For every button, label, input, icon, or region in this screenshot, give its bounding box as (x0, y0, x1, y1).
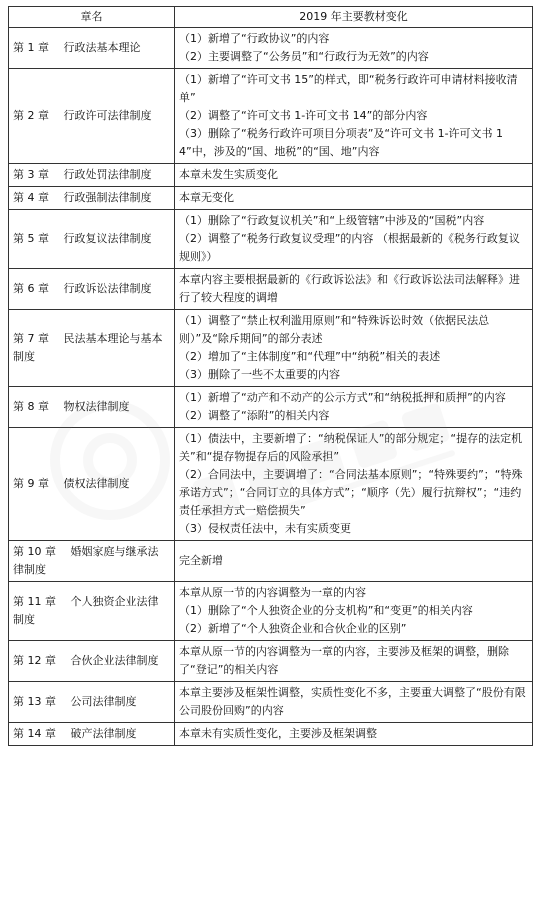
chapter-cell: 第 11 章 个人独资企业法律制度 (9, 582, 175, 641)
table-row (9, 187, 533, 210)
change-line: 本章内容主要根据最新的《行政诉讼法》和《行政诉讼法司法解释》进行了较大程度的调增 (179, 273, 520, 304)
table-row (9, 387, 533, 428)
table-row (9, 428, 533, 541)
chapter-cell: 第 1 章 行政法基本理论 (9, 28, 175, 69)
header-changes: 2019 年主要教材变化 (175, 7, 533, 28)
changes-cell (175, 187, 533, 210)
chapter-cell: 第 9 章 债权法律制度 (9, 428, 175, 541)
change-line: （1）删除了“个人独资企业的分支机构”和“变更”的相关内容 (179, 604, 473, 617)
table-row (9, 582, 533, 641)
change-line: （1）删除了“行政复议机关”和“上级管辖”中涉及的“国税”内容 (179, 214, 485, 227)
chapter-cell: 第 2 章 行政许可法律制度 (9, 69, 175, 164)
table-row (9, 310, 533, 387)
table-row (9, 28, 533, 69)
table-row (9, 269, 533, 310)
change-line: （2）新增了“个人独资企业和合伙企业的区别” (179, 622, 407, 635)
changes-cell (175, 641, 533, 682)
change-line: 完全新增 (179, 554, 223, 567)
change-line: 本章主要涉及框架性调整，实质性变化不多，主要重大调整了“股份有限公司股份回购”的内容 (179, 686, 526, 717)
changes-cell (175, 428, 533, 541)
change-line: （2）调整了“许可文书 1-许可文书 14”的部分内容 (179, 109, 428, 122)
changes-cell (175, 723, 533, 746)
changes-cell (175, 164, 533, 187)
chapter-cell: 第 3 章 行政处罚法律制度 (9, 164, 175, 187)
table-row (9, 210, 533, 269)
chapter-cell: 第 7 章 民法基本理论与基本制度 (9, 310, 175, 387)
chapter-cell: 第 12 章 合伙企业法律制度 (9, 641, 175, 682)
change-line: 本章无变化 (179, 191, 234, 204)
changes-cell (175, 387, 533, 428)
change-line: 本章从原一节的内容调整为一章的内容，主要涉及框架的调整，删除了“登记”的相关内容 (179, 645, 509, 676)
textbook-changes-table (8, 6, 533, 746)
change-line: （1）新增了“许可文书 15”的样式，即“税务行政许可申请材料接收清单” (179, 73, 518, 104)
chapter-cell: 第 8 章 物权法律制度 (9, 387, 175, 428)
table-row (9, 723, 533, 746)
change-line: （2）主要调整了“公务员”和“行政行为无效”的内容 (179, 50, 429, 63)
table-row (9, 69, 533, 164)
chapter-cell: 第 10 章 婚姻家庭与继承法律制度 (9, 541, 175, 582)
chapter-cell: 第 4 章 行政强制法律制度 (9, 187, 175, 210)
change-line: （1）新增了“动产和不动产的公示方式”和“纳税抵押和质押”的内容 (179, 391, 506, 404)
chapter-cell: 第 13 章 公司法律制度 (9, 682, 175, 723)
table-row (9, 541, 533, 582)
changes-cell (175, 310, 533, 387)
changes-cell (175, 269, 533, 310)
header-chapter: 章名 (9, 7, 175, 28)
change-line: （3）删除了一些不太重要的内容 (179, 368, 340, 381)
changes-cell (175, 682, 533, 723)
changes-cell (175, 582, 533, 641)
table-row (9, 641, 533, 682)
change-line: （2）增加了“主体制度”和“代理”中“纳税”相关的表述 (179, 350, 441, 363)
change-line: （2）调整了“添附”的相关内容 (179, 409, 330, 422)
table-header-row (9, 7, 533, 28)
change-line: 本章未有实质性变化，主要涉及框架调整 (179, 727, 377, 740)
change-line: （3）侵权责任法中，未有实质变更 (179, 522, 351, 535)
changes-cell (175, 210, 533, 269)
change-line: （1）新增了“行政协议”的内容 (179, 32, 330, 45)
change-line: （1）债法中，主要新增了：“纳税保证人”的部分规定；“提存的法定机关”和“提存物提存后的风险承担” (179, 432, 523, 463)
changes-cell (175, 69, 533, 164)
table-row (9, 164, 533, 187)
chapter-cell: 第 6 章 行政诉讼法律制度 (9, 269, 175, 310)
change-line: （2）合同法中，主要调增了：“合同法基本原则”；“特殊要约”；“特殊承诺方式”；“合同订立的具体方式”；“顺序（先）履行抗辩权”；“违约责任承担方式一赔偿损失” (179, 468, 523, 517)
document-page (8, 6, 532, 746)
change-line: 本章未发生实质变化 (179, 168, 278, 181)
table-row (9, 682, 533, 723)
change-line: （3）删除了“税务行政许可项目分项表”及“许可文书 1-许可文书 14”中，涉及的“国、地税”的“国、地”内容 (179, 127, 504, 158)
chapter-cell: 第 14 章 破产法律制度 (9, 723, 175, 746)
change-line: （2）调整了“税务行政复议受理”的内容 （根据最新的《税务行政复议规则》） (179, 232, 520, 263)
change-line: 本章从原一节的内容调整为一章的内容 (179, 586, 366, 599)
changes-cell (175, 28, 533, 69)
chapter-cell: 第 5 章 行政复议法律制度 (9, 210, 175, 269)
changes-cell (175, 541, 533, 582)
change-line: （1）调整了“禁止权利滥用原则”和“特殊诉讼时效（依据民法总则）”及“除斥期间”的部分表述 (179, 314, 490, 345)
